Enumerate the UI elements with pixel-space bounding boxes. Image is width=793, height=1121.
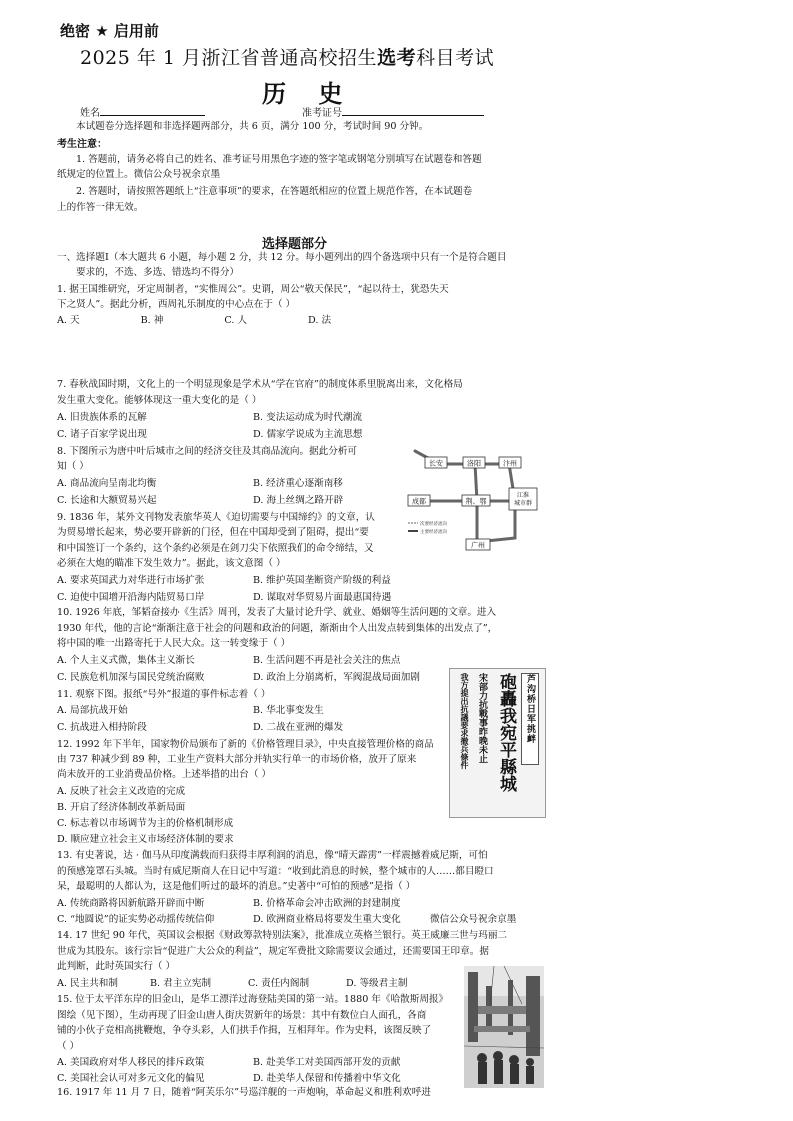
q13-watermark: 微信公众号祝余京墨 <box>430 914 517 925</box>
map-legend-2: 主要经济流向 <box>420 530 447 535</box>
q7-option-a: A. 旧贵族体系的瓦解 <box>57 412 147 423</box>
q16-text: 16. 1917 年 11 月 7 日，随着“阿芙乐尔”号巡洋舰的一声炮响，革命起义和胜利欢呼进 <box>57 1087 431 1098</box>
q8-option-b: B. 经济重心逐渐南移 <box>253 478 343 489</box>
q14-option-a: A. 民主共和制 <box>57 978 118 989</box>
q1-options-cut <box>57 314 387 326</box>
q12-line2: 由 737 种减少到 89 种，工业生产资料大部分并轨实行单一的市场价格，放开了原来 <box>57 754 417 765</box>
q16-cut <box>57 1086 457 1098</box>
q10-line2: 1930 年代，他的言论“渐渐注意于社会的问题和政治的问题，渐渐由个人出发点转到集体的出发点了”， <box>57 623 498 634</box>
q10-line3: 将中国的唯一出路寄托于人民大众。这一转变缘于（ ） <box>57 638 291 649</box>
chinatown-image <box>464 966 544 1088</box>
id-underline <box>342 105 484 116</box>
section-title: 选择题部分 <box>262 237 328 252</box>
q10-option-c: C. 民族危机加深与国民党统治腐败 <box>57 672 205 683</box>
q13-option-a: A. 传统商路将因新航路开辟而中断 <box>57 898 205 909</box>
q8-option-d: D. 海上丝绸之路开辟 <box>253 495 344 506</box>
q11-option-b: B. 华北事变发生 <box>253 705 324 716</box>
q9-line4: 必须在大炮的瞄准下发生效力”。据此，该文意图（ ） <box>57 558 286 569</box>
q8-option-c: C. 长途和大额贸易兴起 <box>57 495 157 506</box>
q10-option-d: D. 政治上分崩离析，军阀混战局面加剧 <box>253 672 420 683</box>
part1-a: 一、选择题Ⅰ（本大题共 6 小题，每小题 2 分，共 12 分。每小题列出的四个备选项中只有一个是符合题目 <box>57 252 507 263</box>
q11-option-d: D. 二战在亚洲的爆发 <box>253 722 344 733</box>
q7-option-d: D. 儒家学说成为主流思想 <box>253 429 363 440</box>
map-city-luoyang: 洛阳 <box>467 459 481 468</box>
q15-line3: 铺的小伙子竞相高挑鞭炮，争夺头彩，人们拱手作揖，互相拜年。作为史料，该图反映了 <box>57 1025 432 1036</box>
q10-line1: 10. 1926 年底，邹韬奋接办《生活》周刊，发表了大量讨论升学、就业、婚姻等生活问题的文章。进入 <box>57 607 497 618</box>
q8-line2: 知（ ） <box>57 461 89 472</box>
q12-option-a: A. 反映了社会主义改造的完成 <box>57 786 186 797</box>
q7-line2: 发生重大变化。能够体现这一重大变化的是（ ） <box>57 395 262 406</box>
notes-title: 考生注意： <box>57 139 107 150</box>
q13-line1: 13. 有史著说，达 · 伽马从印度满载而归获得丰厚利润的消息，像“晴天霹雳”一样震撼着威尼斯，可怕 <box>57 850 488 861</box>
note-2b: 上的作答一律无效。 <box>57 202 144 213</box>
newspaper-col-3: 宋部力抗戰事昨晚未止 <box>477 673 487 763</box>
exam-title-bold: 选考 <box>377 47 417 69</box>
q13-option-c: C. “地圆说”的证实势必动摇传统信仰 <box>57 914 215 925</box>
name-underline <box>100 105 205 116</box>
intro-line: 本试题卷分选择题和非选择题两部分，共 6 页，满分 100 分，考试时间 90 分钟。 <box>76 121 429 132</box>
id-field <box>302 105 484 121</box>
q9-line3: 和中国签订一个条约，这个条约必须是在剑刀尖下依照我们的命令缔结，又 <box>57 543 374 554</box>
part1-b: 要求的，不选、多选、错选均不得分） <box>76 267 240 278</box>
note-1a: 1. 答题前，请务必将自己的姓名、准考证号用黑色字迹的签字笔或钢笔分别填写在试题卷和答题 <box>76 154 482 165</box>
q8-option-a: A. 商品流向呈南北均衡 <box>57 478 157 489</box>
trade-map-svg <box>405 443 545 555</box>
newspaper-col-4: 我方提出抗議要求撤兵條件 <box>460 673 469 769</box>
q15-option-a: A. 美国政府对华人移民的排斥政策 <box>57 1057 205 1068</box>
q11-line1: 11. 观察下图。报纸“号外”报道的事件标志着（ ） <box>57 689 271 700</box>
q7-option-b: B. 变法运动成为时代潮流 <box>253 412 363 423</box>
id-label: 准考证号 <box>302 108 342 119</box>
q14-line3: 此判断，此时英国实行（ ） <box>57 961 176 972</box>
q9-option-c: C. 迫使中国增开沿海内陆贸易口岸 <box>57 592 205 603</box>
q10-option-a: A. 个人主义式微，集体主义渐长 <box>57 655 195 666</box>
newspaper-image <box>449 668 546 818</box>
q10-option-b: B. 生活问题不再是社会关注的焦点 <box>253 655 401 666</box>
q15-option-b: B. 赴美华工对美国西部开发的贡献 <box>253 1057 401 1068</box>
map-city-jianghuai: 江淮城市群 <box>513 492 533 507</box>
chinatown-svg <box>464 966 544 1088</box>
q15-option-d: D. 赴美华人保留和传播着中华文化 <box>253 1073 401 1084</box>
q12-line3: 尚未放开的工业消费品价格。上述举措的出台（ ） <box>57 769 272 780</box>
q14-option-c: C. 责任内阁制 <box>248 978 310 989</box>
exam-subject: 历 史 <box>262 79 355 108</box>
q12-line1: 12. 1992 年下半年，国家物价局颁布了新的《价格管理目录》，中央直接管理价格的商品 <box>57 739 434 750</box>
q12-option-b: B. 开启了经济体制改革新局面 <box>57 802 186 813</box>
q7-line1: 7. 春秋战国时期，文化上的一个明显现象是学术从“学在官府”的制度体系里脱离出来，文化格局 <box>57 379 463 390</box>
map-city-changan: 长安 <box>429 459 443 468</box>
note-2a: 2. 答题时，请按照答题纸上“注意事项”的要求，在答题纸相应的位置上规范作答，在本试题卷 <box>76 186 473 197</box>
map-city-guangzhou: 广州 <box>471 541 485 550</box>
newspaper-col-1: 芦沟桥日军挑衅 <box>521 673 539 765</box>
q9-option-d: D. 谋取对华贸易片面最惠国待遇 <box>253 592 392 603</box>
newspaper-col-2: 砲轟我宛平縣城 <box>496 673 516 792</box>
map-city-bianzhou: 汴州 <box>503 459 517 468</box>
q13-option-d: D. 欧洲商业格局将要发生重大变化 <box>253 914 401 925</box>
q14-option-d: D. 等级君主制 <box>346 978 408 989</box>
trade-map <box>405 443 545 555</box>
q1-line1: 1. 据王国维研究，牙定周制者，“实惟周公”。史谓，周公“敬天保民”，“起以待士，犹恐失天 <box>57 284 449 295</box>
q8-line1: 8. 下图所示为唐中叶后城市之间的经济交往及其商品流向。据此分析可 <box>57 446 358 457</box>
map-city-chengdu: 成都 <box>412 497 426 506</box>
q13-line3: 呆，最聪明的人都认为，这是他们听过的最坏的消息。”史著中“可怕的预感”是指（ ） <box>57 881 416 892</box>
q12-option-d: D. 顺应建立社会主义市场经济体制的要求 <box>57 834 234 845</box>
q15-option-c: C. 美国社会认可对多元文化的偏见 <box>57 1073 205 1084</box>
q14-line1: 14. 17 世纪 90 年代，英国议会根据《财政筹款特别法案》，批准成立英格兰银行。英王威廉三世与玛丽二 <box>57 930 508 941</box>
name-field <box>80 105 205 121</box>
exam-title-pre: 2025 年 1 月浙江省普通高校招生 <box>80 47 378 69</box>
exam-title-post: 科目考试 <box>416 47 495 69</box>
q13-line2: 的预感笼罩石头城。当时有威尼斯商人在日记中写道：“收到此消息的时候，整个城市的人……都目瞪口 <box>57 866 494 877</box>
map-legend-1: 次要经济流向 <box>420 522 447 527</box>
q13-option-b: B. 价格革命会冲击欧洲的封建制度 <box>253 898 401 909</box>
q9-option-a: A. 要求英国武力对华进行市场扩张 <box>57 575 205 586</box>
map-city-jinge: 荆、鄂 <box>465 497 487 506</box>
q15-line1: 15. 位于太平洋东岸的旧金山，是华工漂洋过海登陆美国的第一站。1880 年《哈散斯周报》 <box>57 994 449 1005</box>
q15-line4: （ ） <box>57 1041 80 1052</box>
q14-option-b: B. 君主立宪制 <box>150 978 212 989</box>
q12-option-c: C. 标志着以市场调节为主的价格机制形成 <box>57 818 234 829</box>
q11-option-c: C. 抗战进入相持阶段 <box>57 722 147 733</box>
q11-option-a: A. 局部抗战开始 <box>57 705 128 716</box>
q9-line1: 9. 1836 年，某外文刊物发表旅华英人《迫切需要与中国缔约》的文章，认 <box>57 512 375 523</box>
name-label: 姓名 <box>80 108 100 119</box>
secret-mark: 绝密 ★ 启用前 <box>60 22 159 40</box>
q9-line2: 为贸易增长起来，势必要开辟新的门径，但在中国却受到了阻碍，提出“要 <box>57 527 369 538</box>
q7-option-c: C. 诸子百家学说出现 <box>57 429 147 440</box>
note-1b: 纸规定的位置上。微信公众号祝余京墨 <box>57 169 221 180</box>
q9-option-b: B. 维护英国垄断资产阶级的利益 <box>253 575 391 586</box>
q14-line2: 世成为其股东。该行宗旨“促进广大公众的利益”，规定军费批文除需要议会通过，还需要国王印章。据 <box>57 946 489 957</box>
exam-title <box>80 43 494 70</box>
q15-line2: 图绘（见下图），生动再现了旧金山唐人街庆贺新年的场景：其中有数位白人面孔，各商 <box>57 1010 427 1021</box>
q1-line2: 下之贤人”。据此分析，西周礼乐制度的中心点在于（ ） <box>57 299 296 310</box>
q1-options-text: A. 天 B. 神 C. 人 D. 法 <box>57 315 332 326</box>
